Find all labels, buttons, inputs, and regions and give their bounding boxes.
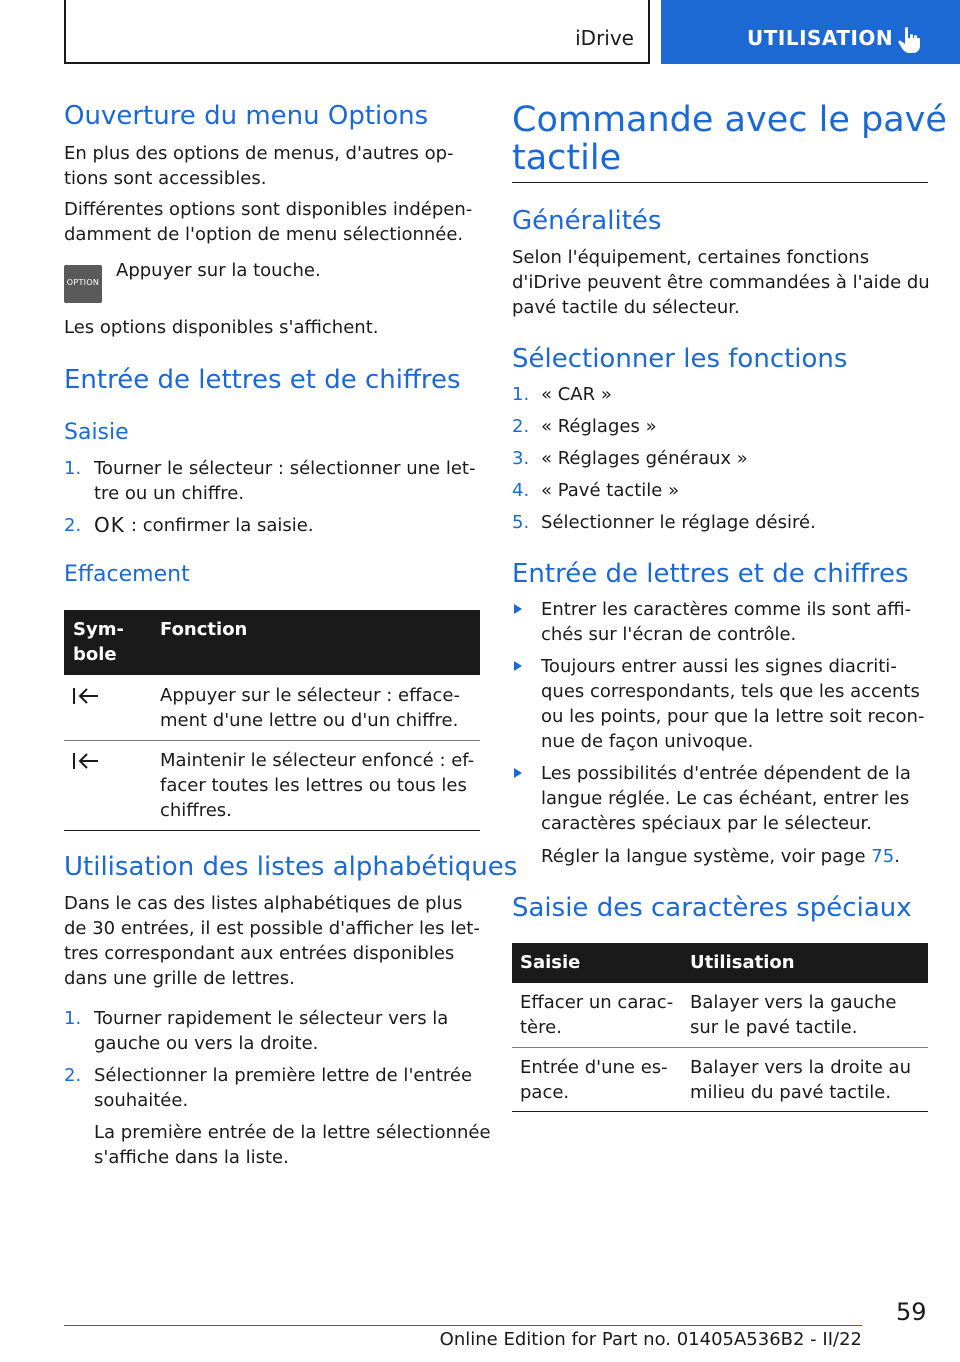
entry-bullet-3-line-2: langue réglée. Le cas échéant, entrer les xyxy=(541,788,910,809)
lists-step-1-line-2: gauche ou vers la droite. xyxy=(94,1033,319,1054)
subsection-title-effacement: Effacement xyxy=(64,562,190,587)
table-header-utilisation: Utilisation xyxy=(690,952,795,973)
saisie-step-2-text: : confirmer la saisie. xyxy=(131,515,314,536)
select-step-4-text: « Pavé tactile » xyxy=(541,480,680,501)
lists-step-2-line-1: Sélectionner la première lettre de l'entrée xyxy=(94,1065,473,1086)
subsection-title-saisie: Saisie xyxy=(64,420,129,445)
backspace-icon xyxy=(72,751,100,771)
section-title-alphabetical-lists: Utilisation des listes alphabétiques xyxy=(64,852,518,882)
general-paragraph-line-3: pavé tactile du sélecteur. xyxy=(512,297,740,318)
effacement-row-1-line-2: ment d'une lettre ou d'un chiffre. xyxy=(160,710,459,731)
lists-step-1-line-1: Tourner rapidement le sélecteur vers la xyxy=(94,1008,449,1029)
language-note-period: . xyxy=(894,846,900,867)
header-section-title: iDrive xyxy=(575,26,634,50)
effacement-row-2-line-2: facer toutes les lettres ou tous les xyxy=(160,775,467,796)
saisie-step-1-line-2: tre ou un chiffre. xyxy=(94,483,245,504)
table-header-symbol-line-1: Sym- xyxy=(73,619,124,640)
effacement-row-2-line-1: Maintenir le sélecteur enfoncé : ef- xyxy=(160,750,475,771)
footer-edition: Online Edition for Part no. 01405A536B2 - II/22 xyxy=(439,1329,862,1350)
lists-paragraph-line-2: de 30 entrées, il est possible d'afficher les let- xyxy=(64,918,480,939)
special-row-1-col-2-line-2: sur le pavé tactile. xyxy=(690,1017,858,1038)
select-step-5-text: Sélectionner le réglage désiré. xyxy=(541,512,816,533)
table-bottom-rule xyxy=(512,1111,928,1112)
section-title-general: Généralités xyxy=(512,206,662,236)
header-chapter-tab xyxy=(661,0,960,64)
special-row-1-col-1-line-1: Effacer un carac- xyxy=(520,992,674,1013)
ok-symbol: OK xyxy=(94,513,125,537)
effacement-row-1-line-1: Appuyer sur le sélecteur : efface- xyxy=(160,685,460,706)
table-row-divider xyxy=(64,740,480,741)
bullet-triangle-icon xyxy=(514,661,522,671)
saisie-step-1-line-1: Tourner le sélecteur : sélectionner une let- xyxy=(94,458,476,479)
backspace-icon xyxy=(72,686,100,706)
options-paragraph-2-line-2: damment de l'option de menu sélectionnée. xyxy=(64,224,464,245)
options-result: Les options disponibles s'affichent. xyxy=(64,317,379,338)
lists-note-line-2: s'affiche dans la liste. xyxy=(94,1147,289,1168)
special-row-2-col-1-line-1: Entrée d'une es- xyxy=(520,1057,668,1078)
entry-bullet-2-line-4: nue de façon univoque. xyxy=(541,731,754,752)
special-row-1-col-2-line-1: Balayer vers la gauche xyxy=(690,992,897,1013)
effacement-table-header xyxy=(64,610,480,675)
lists-step-1-number: 1. xyxy=(64,1008,82,1029)
language-note xyxy=(541,844,900,869)
section-title-options: Ouverture du menu Options xyxy=(64,101,429,131)
bullet-triangle-icon xyxy=(514,768,522,778)
special-row-2-col-2-line-1: Balayer vers la droite au xyxy=(690,1057,911,1078)
lists-step-2-line-2: souhaitée. xyxy=(94,1090,189,1111)
saisie-step-1-number: 1. xyxy=(64,458,82,479)
effacement-row-2-line-3: chiffres. xyxy=(160,800,232,821)
page-75-link[interactable]: 75 xyxy=(871,846,895,867)
options-paragraph-1-line-1: En plus des options de menus, d'autres op- xyxy=(64,143,454,164)
select-step-1-number: 1. xyxy=(512,384,530,405)
bullet-triangle-icon xyxy=(514,604,522,614)
select-step-2-text: « Réglages » xyxy=(541,416,657,437)
entry-bullet-3-line-1: Les possibilités d'entrée dépendent de la xyxy=(541,763,911,784)
entry-bullet-1-line-2: chés sur l'écran de contrôle. xyxy=(541,624,797,645)
section-title-special-characters: Saisie des caractères spéciaux xyxy=(512,893,912,923)
section-title-entry: Entrée de lettres et de chiffres xyxy=(64,365,461,395)
select-step-5-number: 5. xyxy=(512,512,530,533)
select-step-4-number: 4. xyxy=(512,480,530,501)
header-chapter-title: UTILISATION xyxy=(747,26,894,50)
select-step-3-text: « Réglages généraux » xyxy=(541,448,748,469)
option-button-label: OPTION xyxy=(66,278,100,287)
option-button-icon xyxy=(64,265,102,303)
select-step-3-number: 3. xyxy=(512,448,530,469)
entry-bullet-2-line-2: ques correspondants, tels que les accents xyxy=(541,681,920,702)
table-row-divider xyxy=(512,1047,928,1048)
lists-paragraph-line-3: tres correspondant aux entrées disponibles xyxy=(64,943,455,964)
special-row-2-col-2-line-2: milieu du pavé tactile. xyxy=(690,1082,892,1103)
table-bottom-rule xyxy=(64,830,480,831)
select-step-1-text: « CAR » xyxy=(541,384,612,405)
options-paragraph-2-line-1: Différentes options sont disponibles indépen- xyxy=(64,199,473,220)
lists-note-line-1: La première entrée de la lettre sélectionnée xyxy=(94,1122,491,1143)
entry-bullet-3-line-3: caractères spéciaux par le sélecteur. xyxy=(541,813,872,834)
special-row-2-col-1-line-2: pace. xyxy=(520,1082,570,1103)
header-section-box xyxy=(64,0,650,64)
table-header-symbol-line-2: bole xyxy=(73,644,117,665)
language-note-text: Régler la langue système, voir page xyxy=(541,846,866,867)
select-step-2-number: 2. xyxy=(512,416,530,437)
chapter-title-rule xyxy=(512,182,928,183)
lists-paragraph-line-1: Dans le cas des listes alphabétiques de plus xyxy=(64,893,463,914)
entry-bullet-2-line-1: Toujours entrer aussi les signes diacriti- xyxy=(541,656,897,677)
section-title-entry-touchpad: Entrée de lettres et de chiffres xyxy=(512,559,909,589)
special-row-1-col-1-line-2: tère. xyxy=(520,1017,562,1038)
entry-bullet-2-line-3: ou les points, pour que la lettre soit recon- xyxy=(541,706,925,727)
lists-paragraph-line-4: dans une grille de lettres. xyxy=(64,968,295,989)
chapter-title-line-2: tactile xyxy=(512,138,622,178)
table-header-saisie: Saisie xyxy=(520,952,581,973)
general-paragraph-line-1: Selon l'équipement, certaines fonctions xyxy=(512,247,870,268)
hand-pointer-icon xyxy=(897,26,923,54)
lists-step-2-number: 2. xyxy=(64,1065,82,1086)
entry-bullet-1-line-1: Entrer les caractères comme ils sont affi- xyxy=(541,599,912,620)
table-header-function: Fonction xyxy=(160,619,248,640)
section-title-select-functions: Sélectionner les fonctions xyxy=(512,344,848,374)
saisie-step-2-number: 2. xyxy=(64,515,82,536)
page-number: 59 xyxy=(896,1298,927,1326)
chapter-title-line-1: Commande avec le pavé xyxy=(512,100,947,140)
footer-rule xyxy=(64,1325,862,1326)
general-paragraph-line-2: d'iDrive peuvent être commandées à l'aide du xyxy=(512,272,930,293)
options-paragraph-1-line-2: tions sont accessibles. xyxy=(64,168,267,189)
options-press-instruction: Appuyer sur la touche. xyxy=(116,260,321,281)
